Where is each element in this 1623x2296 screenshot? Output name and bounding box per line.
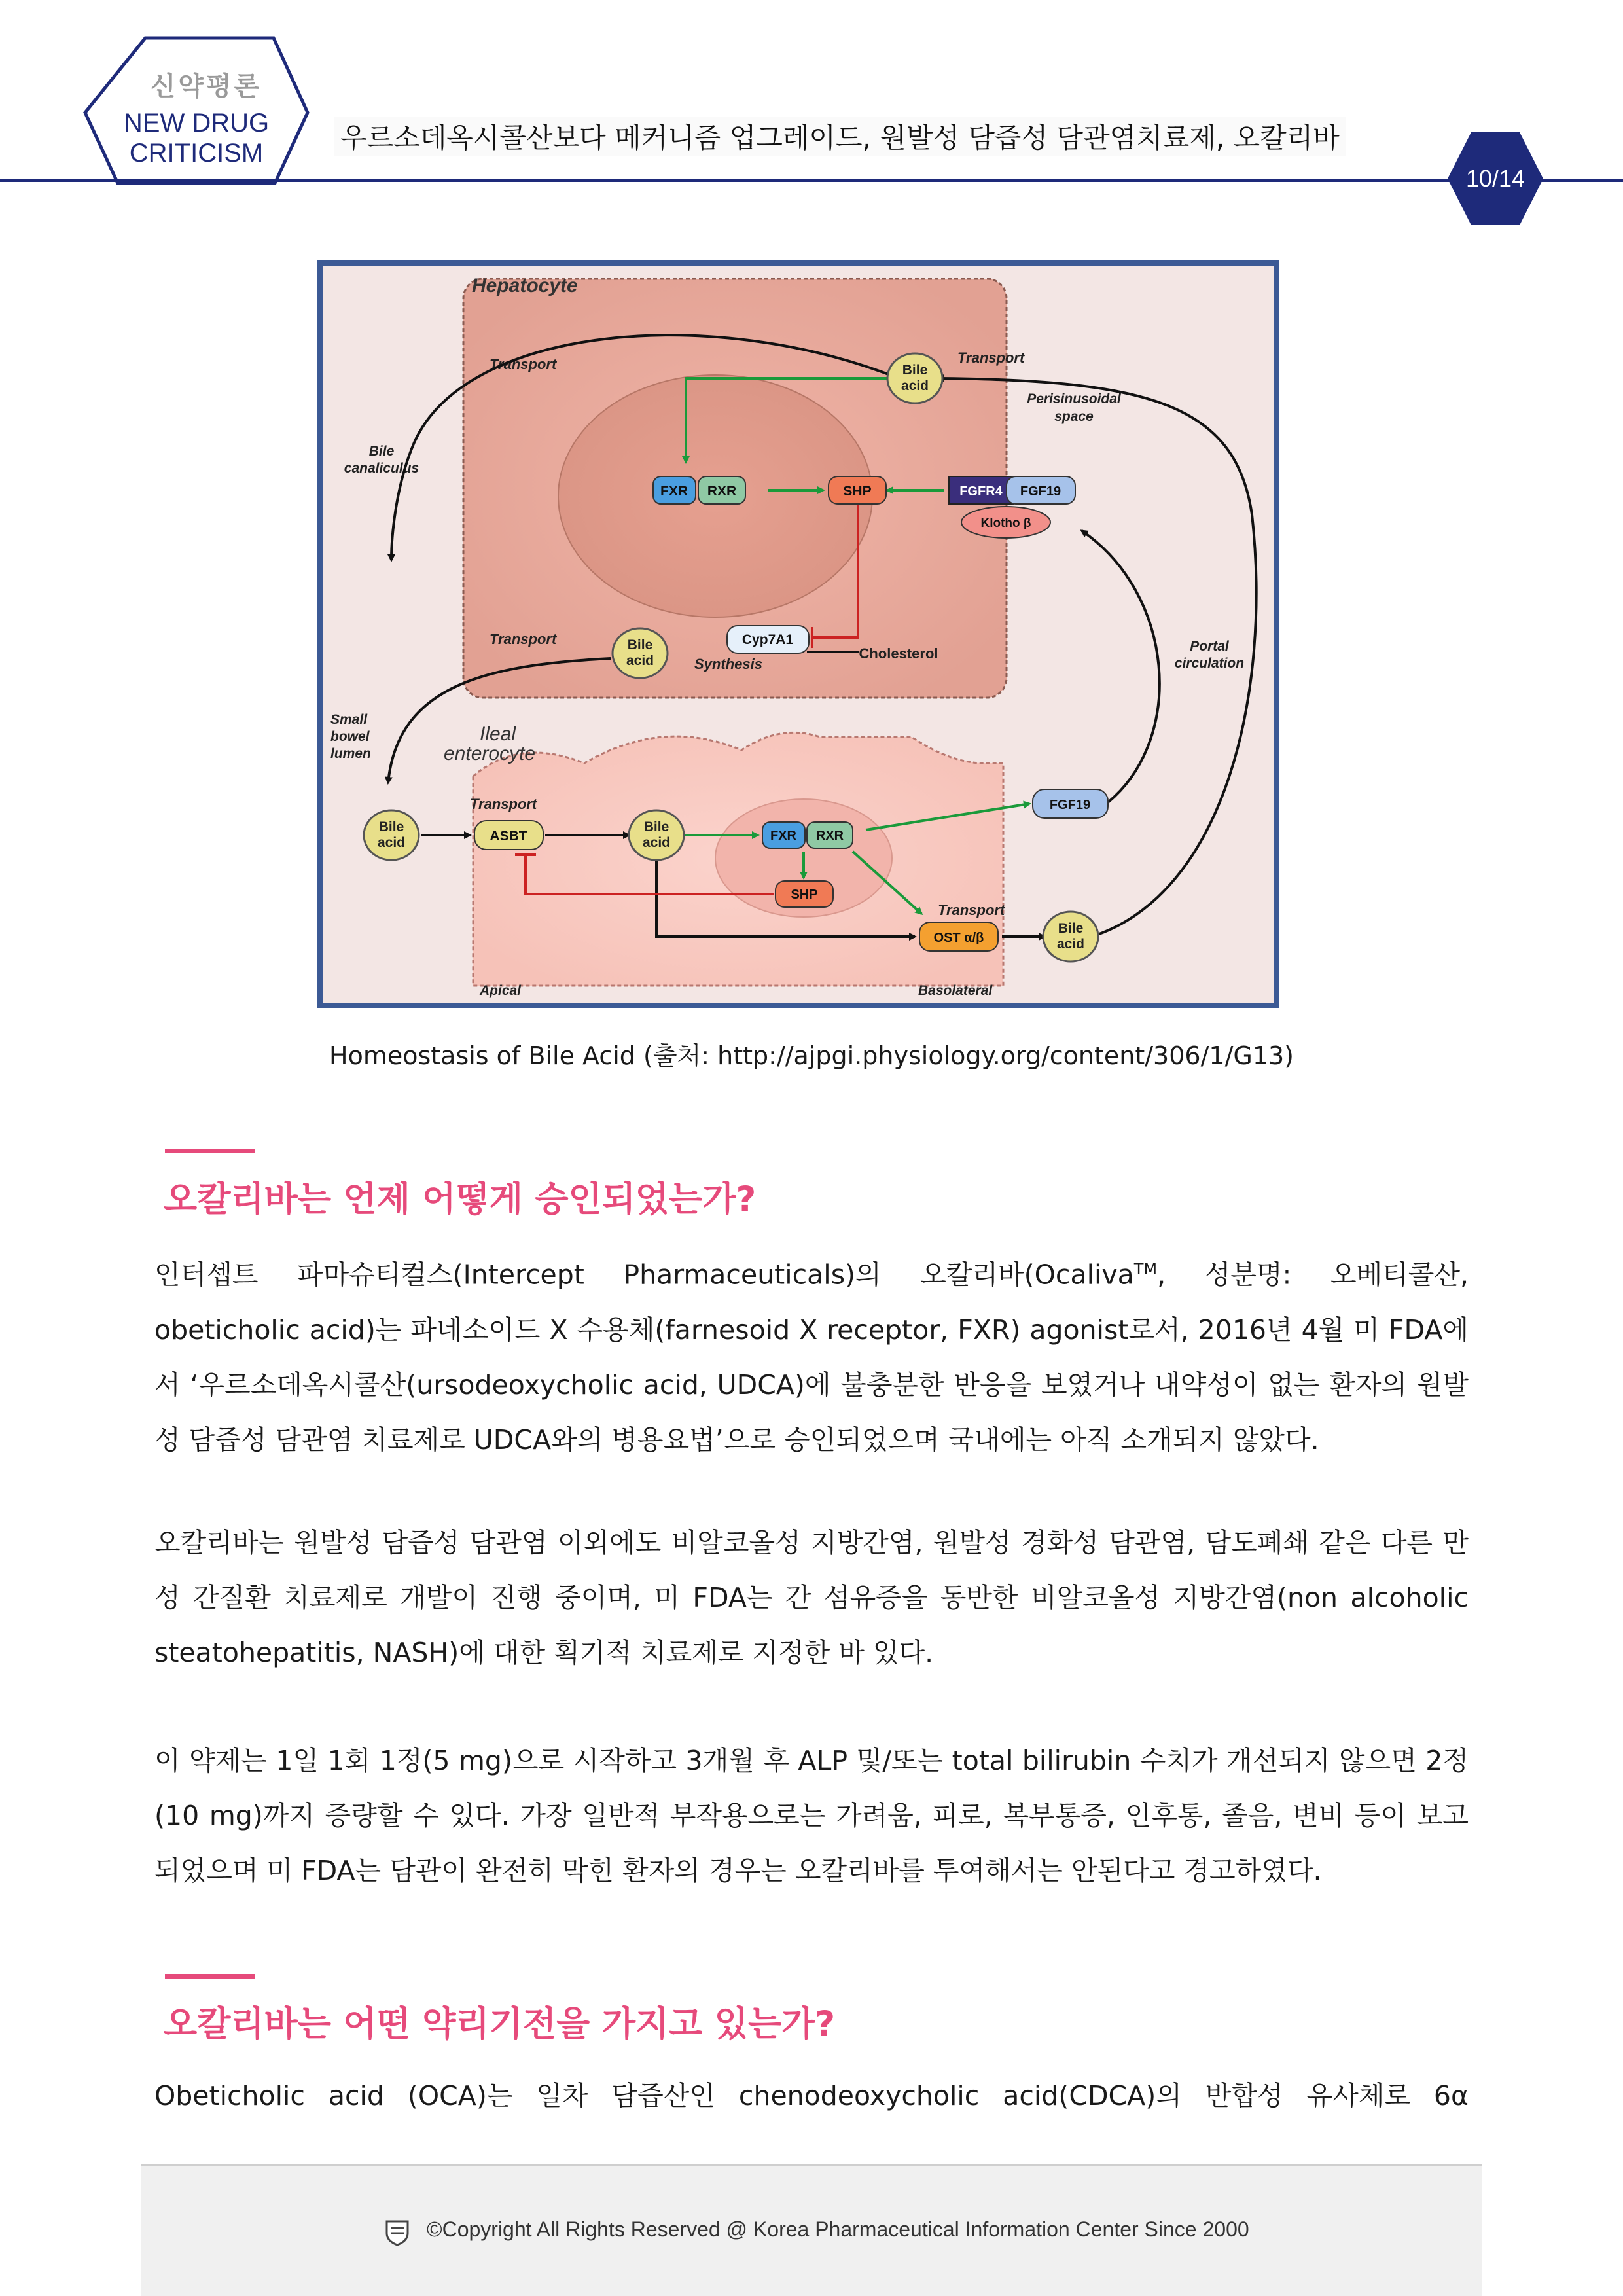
label-transport-il: Transport — [470, 796, 537, 812]
svg-text:OST α/β: OST α/β — [933, 931, 984, 945]
label-ileal-2: enterocyte — [444, 743, 536, 764]
svg-text:FGFR4: FGFR4 — [959, 484, 1003, 499]
bile-acid-diagram — [317, 260, 1279, 1008]
label-apical: Apical — [480, 983, 522, 998]
svg-text:acid: acid — [626, 653, 654, 668]
node-ost — [919, 922, 998, 951]
svg-text:Bile: Bile — [378, 819, 404, 834]
svg-text:Bile: Bile — [643, 819, 669, 834]
svg-text:SHP: SHP — [791, 888, 818, 902]
section2-accent-bar — [165, 1974, 255, 1979]
node-shp — [829, 476, 886, 504]
section2-title: 오칼리바는 어떤 약리기전을 가지고 있는가? — [164, 2004, 836, 2044]
label-ileal-1: Ileal — [480, 723, 516, 745]
label-bile-canaliculus-1: Bile — [368, 444, 395, 459]
arrow-fgf19-to-receptor — [1082, 531, 1160, 802]
node-fxr — [653, 476, 696, 504]
node-shp2 — [776, 881, 833, 907]
section2-paragraph1: Obeticholic acid (OCA)는 일차 담즙산인 chenodeoxycholic acid(CDCA)의 반합성 유사체로 6α — [154, 2080, 1469, 2111]
label-small-bowel-1: Small — [330, 712, 368, 727]
label-portal-2: circulation — [1174, 656, 1245, 671]
section1-paragraph1: 인터셉트 파마슈티컬스(Intercept Pharmaceuticals)의 오칼리바(Ocaliva™, 성분명: 오베티콜산, obeticholic acid)는 파네소이드 X 수용체(farnesoid X receptor, FXR) agonist로서, 2016년 4월 미 FDA에서 ‘우르소데옥시콜산(ursodeoxycholic acid, UDCA)에 불충분한 반응을 보였거나 내약성이 없는 환자의 원발성 담즙성 담관염 치료제로 UDCA와의 병용요법’으로 승인되었으며 국내에는 아직 소개되지 않았다. — [154, 1259, 1469, 1456]
section1-paragraph2: 오칼리바는 원발성 담즙성 담관염 이외에도 비알코올성 지방간염, 원발성 경화성 담관염, 담도폐쇄 같은 다른 만성 간질환 치료제로 개발이 진행 중이며, 미 FDA는 간 섬유증을 동반한 비알코올성 지방간염(non alcoholic steatohepatitis, NASH)에 대한 획기적 치료제로 지정한 바 있다. — [154, 1527, 1469, 1668]
logo-english-line2: CRITICISM — [129, 139, 264, 168]
svg-text:SHP: SHP — [843, 484, 872, 499]
node-bile-acid-mid — [613, 628, 668, 678]
page-number: 10/14 — [1465, 165, 1525, 192]
figure-caption: Homeostasis of Bile Acid (출처: http://ajpgi.physiology.org/content/306/1/G13) — [329, 1041, 1294, 1070]
label-small-bowel-3: lumen — [330, 746, 371, 761]
svg-text:Cyp7A1: Cyp7A1 — [741, 632, 794, 647]
label-hepatocyte: Hepatocyte — [472, 275, 578, 296]
section1-accent-bar — [165, 1149, 255, 1153]
label-transport-tr: Transport — [957, 350, 1025, 366]
footer-copyright: ©Copyright All Rights Reserved @ Korea Pharmaceutical Information Center Since 2000 — [427, 2217, 1249, 2241]
label-perisinusoidal-1: Perisinusoidal — [1027, 391, 1121, 406]
svg-text:Klotho β: Klotho β — [980, 516, 1031, 530]
node-fgf19-ent — [1033, 789, 1108, 818]
svg-text:acid: acid — [377, 835, 406, 850]
svg-text:RXR: RXR — [707, 484, 737, 499]
label-perisinusoidal-2: space — [1054, 409, 1094, 424]
label-bile-canaliculus-2: canaliculus — [344, 461, 419, 476]
svg-text:acid: acid — [901, 378, 929, 393]
section1-paragraph3: 이 약제는 1일 1회 1정(5 mg)으로 시작하고 3개월 후 ALP 및/또는 total bilirubin 수치가 개선되지 않으면 2정(10 mg)까지 증량할 수 있다. 가장 일반적 부작용으로는 가려움, 피로, 복부통증, 인후통, 졸음, 변비 등이 보고되었으며 미 FDA는 담관이 완전히 막힌 환자의 경우는 오칼리바를 투여해서는 안된다고 경고하였다. — [154, 1745, 1469, 1886]
section1-title: 오칼리바는 언제 어떻게 승인되었는가? — [164, 1179, 757, 1219]
node-rxr2 — [807, 822, 853, 848]
label-basolateral: Basolateral — [918, 983, 993, 998]
label-transport-ost: Transport — [938, 902, 1005, 918]
svg-text:FGF19: FGF19 — [1020, 484, 1061, 499]
svg-text:FGF19: FGF19 — [1049, 798, 1091, 812]
node-bile-acid-out — [1043, 912, 1098, 961]
label-synthesis: Synthesis — [694, 656, 762, 672]
svg-text:acid: acid — [642, 835, 671, 850]
node-bile-acid-ent — [629, 810, 684, 860]
label-cholesterol: Cholesterol — [859, 645, 938, 662]
svg-text:FXR: FXR — [660, 484, 688, 499]
node-rxr — [698, 476, 745, 504]
svg-text:Bile: Bile — [1058, 921, 1084, 936]
svg-text:RXR: RXR — [815, 829, 844, 843]
label-transport-ml: Transport — [490, 631, 557, 647]
header-title: 우르소데옥시콜산보다 메커니즘 업그레이드, 원발성 담즙성 담관염치료제, 오칼리바 — [334, 117, 1346, 156]
node-asbt — [474, 821, 543, 850]
node-fxr2 — [762, 822, 805, 848]
shield-icon — [383, 2217, 412, 2246]
label-portal-1: Portal — [1190, 639, 1229, 654]
svg-text:FXR: FXR — [770, 829, 796, 843]
svg-text:ASBT: ASBT — [490, 829, 527, 844]
logo-english-line1: NEW DRUG — [123, 109, 270, 137]
svg-text:Bile: Bile — [902, 363, 928, 378]
label-small-bowel-2: bowel — [330, 729, 370, 744]
svg-text:Bile: Bile — [627, 637, 653, 653]
node-cyp7a1 — [727, 626, 809, 653]
svg-text:acid: acid — [1056, 937, 1085, 952]
label-transport-tl: Transport — [490, 356, 557, 372]
logo-korean-text: 신약평론 — [150, 71, 262, 101]
node-bile-acid-top — [887, 353, 942, 403]
header-rule — [0, 179, 1623, 182]
node-bile-acid-lumen — [364, 810, 419, 860]
